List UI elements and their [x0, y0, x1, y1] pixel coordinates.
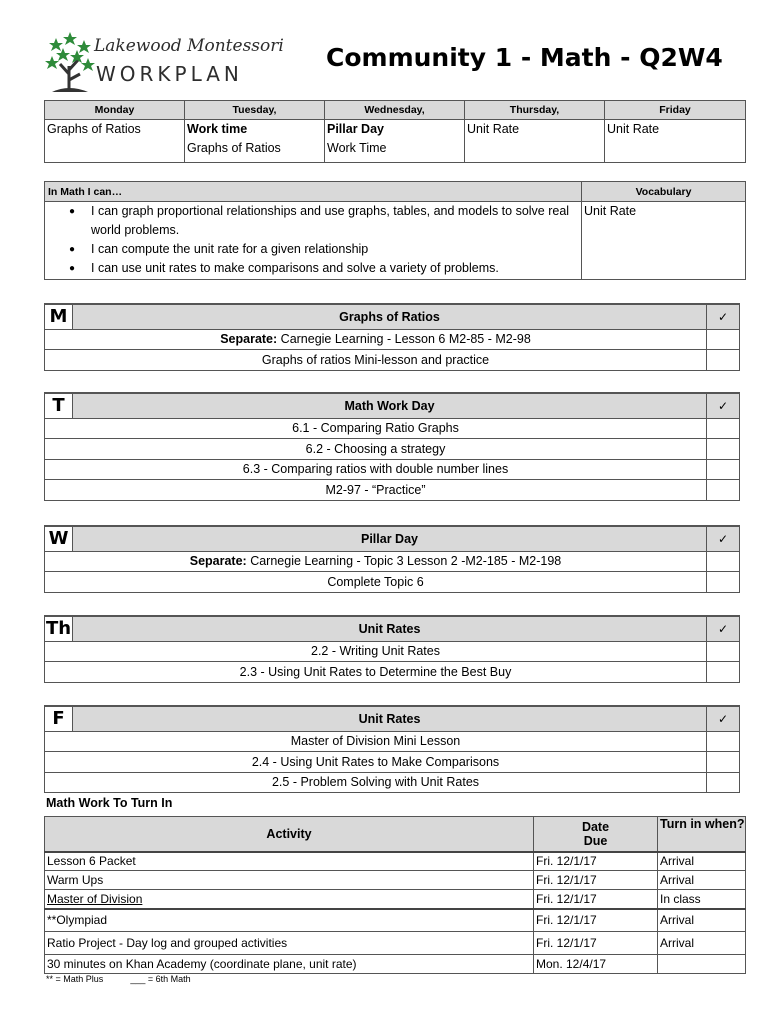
day-plan-text: Graphs of Ratios	[47, 122, 141, 136]
activity-cell: **Olympiad	[45, 909, 534, 932]
task-row: 2.5 - Problem Solving with Unit Rates	[45, 772, 707, 793]
school-logo	[44, 30, 284, 96]
day-header-monday: Monday	[45, 101, 185, 120]
day-letter: T	[45, 393, 73, 418]
task-checkbox[interactable]	[707, 772, 740, 793]
table-row	[45, 871, 746, 890]
table-row	[45, 932, 746, 955]
day-letter: W	[45, 526, 73, 551]
task-row: 2.3 - Using Unit Rates to Determine the Best Buy	[45, 662, 707, 683]
goal-item: ● I can graph proportional relationships and use graphs, tables, and models to solve real world problems.	[69, 202, 581, 240]
monday-plan-table	[44, 303, 740, 371]
turn-in-heading: Math Work To Turn In	[46, 796, 173, 810]
tuesday-plan-table	[44, 392, 740, 501]
day-title: Pillar Day	[73, 526, 707, 551]
check-header: ✓	[707, 616, 740, 641]
page-title: Community 1 - Math - Q2W4	[326, 43, 723, 72]
turn-in-when-header: Turn in when?	[658, 817, 746, 852]
task-checkbox[interactable]	[707, 350, 740, 371]
check-header: ✓	[707, 526, 740, 551]
day-title: Graphs of Ratios	[73, 304, 707, 329]
task-checkbox[interactable]	[707, 641, 740, 662]
task-row: Master of Division Mini Lesson	[45, 731, 707, 752]
day-cell-thursday	[465, 120, 605, 163]
page-header	[44, 30, 744, 96]
table-row	[45, 955, 746, 974]
check-header: ✓	[707, 304, 740, 329]
turn-in-table	[44, 816, 746, 974]
task-row: 2.4 - Using Unit Rates to Make Comparisons	[45, 752, 707, 773]
day-cell-tuesday	[185, 120, 325, 163]
friday-plan-table	[44, 705, 740, 793]
logo-workplan-text: WORKPLAN	[96, 62, 243, 86]
day-title: Math Work Day	[73, 393, 707, 418]
sixth-math-note: ___ = 6th Math	[130, 974, 191, 984]
activity-cell: Warm Ups	[45, 871, 534, 890]
learning-goals-table	[44, 181, 746, 280]
table-row	[45, 852, 746, 871]
task-row: Separate: Carnegie Learning - Topic 3 Lesson 2 -M2-185 - M2-198	[45, 551, 707, 572]
when-cell: Arrival	[658, 909, 746, 932]
logo-script-text: Lakewood Montessori	[94, 36, 284, 56]
date-cell: Fri. 12/1/17	[534, 871, 658, 890]
date-cell: Fri. 12/1/17	[534, 909, 658, 932]
task-checkbox[interactable]	[707, 731, 740, 752]
vocabulary-header: Vocabulary	[582, 182, 746, 202]
task-checkbox[interactable]	[707, 480, 740, 501]
vocabulary-cell: Unit Rate	[582, 202, 746, 280]
day-plan-text: Graphs of Ratios	[187, 141, 281, 155]
activity-cell: Master of Division	[45, 890, 534, 909]
day-letter: Th	[45, 616, 73, 641]
task-row: Separate: Carnegie Learning - Lesson 6 M2-85 - M2-98	[45, 329, 707, 350]
task-checkbox[interactable]	[707, 752, 740, 773]
day-title: Unit Rates	[73, 706, 707, 731]
task-checkbox[interactable]	[707, 572, 740, 593]
task-checkbox[interactable]	[707, 329, 740, 350]
when-cell: Arrival	[658, 852, 746, 871]
tree-logo-icon	[44, 30, 96, 96]
task-row: Complete Topic 6	[45, 572, 707, 593]
goal-item: ● I can compute the unit rate for a given relationship	[69, 240, 581, 259]
date-cell: Mon. 12/4/17	[534, 955, 658, 974]
day-letter: F	[45, 706, 73, 731]
day-cell-friday	[605, 120, 746, 163]
day-letter: M	[45, 304, 73, 329]
day-plan-bold: Work time	[187, 122, 248, 136]
wednesday-plan-table	[44, 525, 740, 593]
goals-cell	[45, 202, 582, 280]
day-header-thursday: Thursday,	[465, 101, 605, 120]
legend-footnote	[46, 974, 191, 984]
day-header-wednesday: Wednesday,	[325, 101, 465, 120]
day-title: Unit Rates	[73, 616, 707, 641]
task-checkbox[interactable]	[707, 439, 740, 460]
day-header-tuesday: Tuesday,	[185, 101, 325, 120]
activity-cell: Lesson 6 Packet	[45, 852, 534, 871]
task-row: M2-97 - “Practice”	[45, 480, 707, 501]
task-row: 6.2 - Choosing a strategy	[45, 439, 707, 460]
day-cell-wednesday	[325, 120, 465, 163]
date-cell: Fri. 12/1/17	[534, 852, 658, 871]
activity-header: Activity	[45, 817, 534, 852]
goals-header: In Math I can…	[45, 182, 582, 202]
date-due-header: Date Due	[534, 817, 658, 852]
week-overview-table	[44, 100, 746, 163]
task-row: 6.3 - Comparing ratios with double number lines	[45, 459, 707, 480]
check-header: ✓	[707, 393, 740, 418]
when-cell: In class	[658, 890, 746, 909]
task-checkbox[interactable]	[707, 459, 740, 480]
task-row: 6.1 - Comparing Ratio Graphs	[45, 418, 707, 439]
table-row	[45, 890, 746, 909]
thursday-plan-table	[44, 615, 740, 683]
day-header-friday: Friday	[605, 101, 746, 120]
day-plan-text: Work Time	[327, 141, 387, 155]
day-cell-monday	[45, 120, 185, 163]
when-cell: Arrival	[658, 932, 746, 955]
table-row	[45, 909, 746, 932]
date-cell: Fri. 12/1/17	[534, 890, 658, 909]
day-plan-bold: Pillar Day	[327, 122, 384, 136]
math-plus-note: ** = Math Plus	[46, 974, 104, 984]
task-row: 2.2 - Writing Unit Rates	[45, 641, 707, 662]
goal-item: ● I can use unit rates to make comparisons and solve a variety of problems.	[69, 259, 581, 278]
day-plan-text: Unit Rate	[607, 122, 660, 136]
day-plan-text: Unit Rate	[467, 122, 520, 136]
when-cell	[658, 955, 746, 974]
task-checkbox[interactable]	[707, 551, 740, 572]
check-header: ✓	[707, 706, 740, 731]
activity-cell: 30 minutes on Khan Academy (coordinate plane, unit rate)	[45, 955, 534, 974]
task-checkbox[interactable]	[707, 662, 740, 683]
task-row: Graphs of ratios Mini-lesson and practice	[45, 350, 707, 371]
when-cell: Arrival	[658, 871, 746, 890]
task-checkbox[interactable]	[707, 418, 740, 439]
activity-cell: Ratio Project - Day log and grouped activities	[45, 932, 534, 955]
date-cell: Fri. 12/1/17	[534, 932, 658, 955]
